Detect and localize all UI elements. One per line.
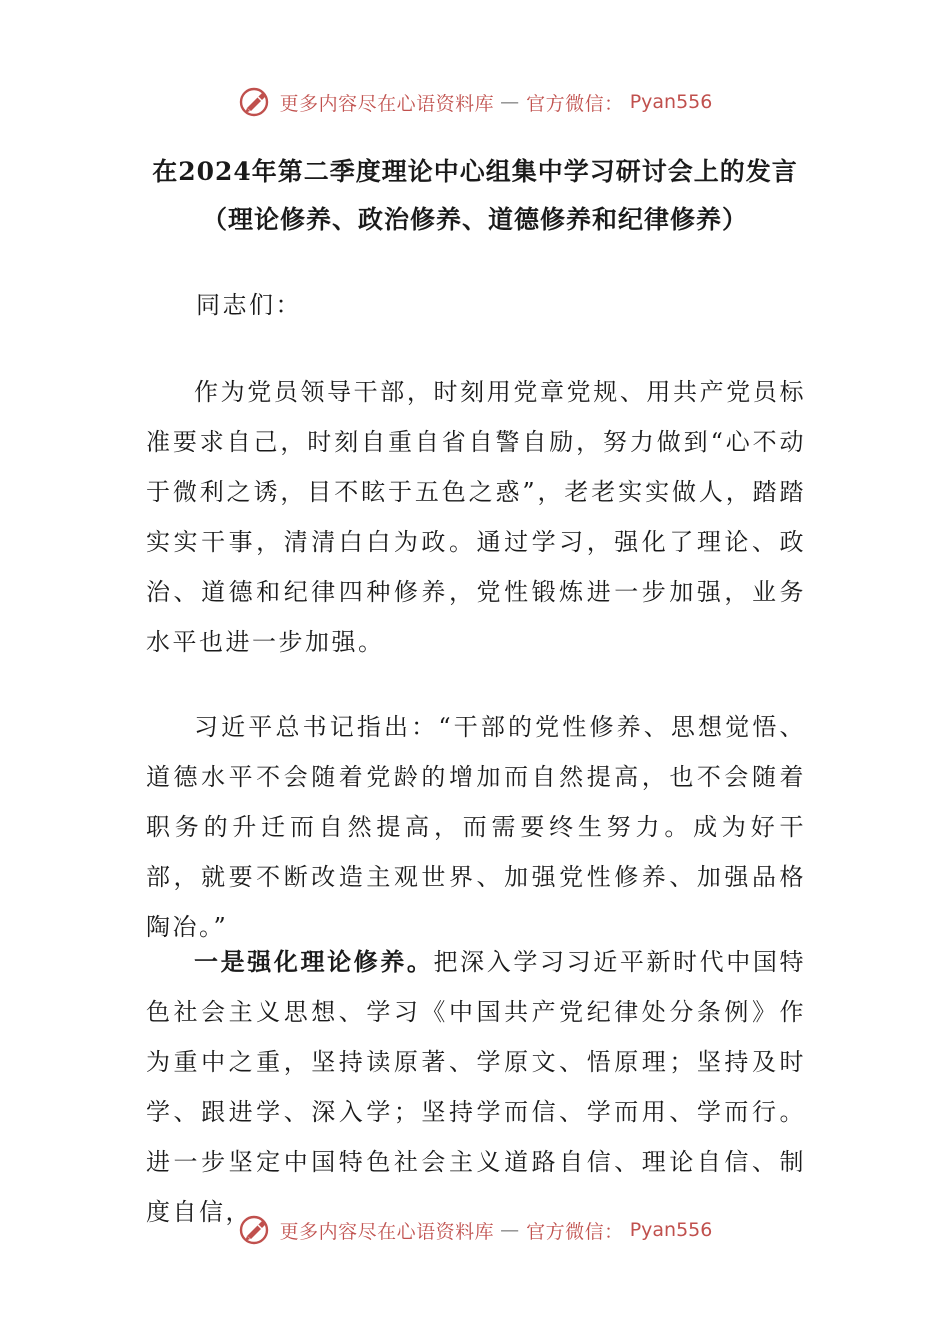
paragraph-1-block [146, 367, 806, 667]
section-1-block [146, 937, 806, 1237]
paragraph-2-block [146, 702, 806, 952]
watermark-separator: — [500, 1219, 521, 1241]
pen-logo-icon [238, 1212, 274, 1248]
watermark-separator: — [500, 91, 521, 113]
watermark-channel-label: 官方微信： [526, 92, 624, 115]
section-1-heading: 一是强化理论修养。 [194, 947, 434, 976]
section-1-paragraph [146, 937, 806, 1237]
watermark-banner-top [0, 80, 950, 124]
paragraph-1: 作为党员领导干部，时刻用党章党规、用共产党员标准要求自己，时刻自重自省自警自励，努力做到“心不动于微利之诱，目不眩于五色之惑”，老老实实做人，踏踏实实干事，清清白白为政。通过学习，强化了理论、政治、道德和纪律四种修养，党性锻炼进一步加强，业务水平也进一步加强。 [146, 378, 806, 656]
pen-logo-icon [238, 84, 274, 120]
watermark-brand: 更多内容尽在心语资料库 [279, 1220, 495, 1243]
greeting: 同志们： [196, 291, 302, 319]
watermark-banner-bottom [0, 1208, 950, 1252]
watermark-channel-id: Pyan556 [629, 91, 713, 113]
document-title: 在2024年第二季度理论中心组集中学习研讨会上的发言 [152, 157, 798, 186]
watermark-channel-label: 官方微信： [526, 1220, 624, 1243]
section-1-body: 把深入学习习近平新时代中国特色社会主义思想、学习《中国共产党纪律处分条例》作为重中之重，坚持读原著、学原文、悟原理；坚持及时学、跟进学、深入学；坚持学而信、学而用、学而行。进一步坚定中国特色社会主义道路自信、理论自信、制度自信， [146, 948, 807, 1226]
paragraph-2: 习近平总书记指出：“干部的党性修养、思想觉悟、道德水平不会随着党龄的增加而自然提高，也不会随着职务的升迁而自然提高，而需要终生努力。成为好干部，就要不断改造主观世界、加强党性修养、加强品格陶冶。” [146, 713, 806, 941]
watermark-brand: 更多内容尽在心语资料库 [279, 92, 495, 115]
watermark-channel-id: Pyan556 [629, 1219, 713, 1241]
document-subtitle: （理论修养、政治修养、道德修养和纪律修养） [201, 205, 748, 234]
